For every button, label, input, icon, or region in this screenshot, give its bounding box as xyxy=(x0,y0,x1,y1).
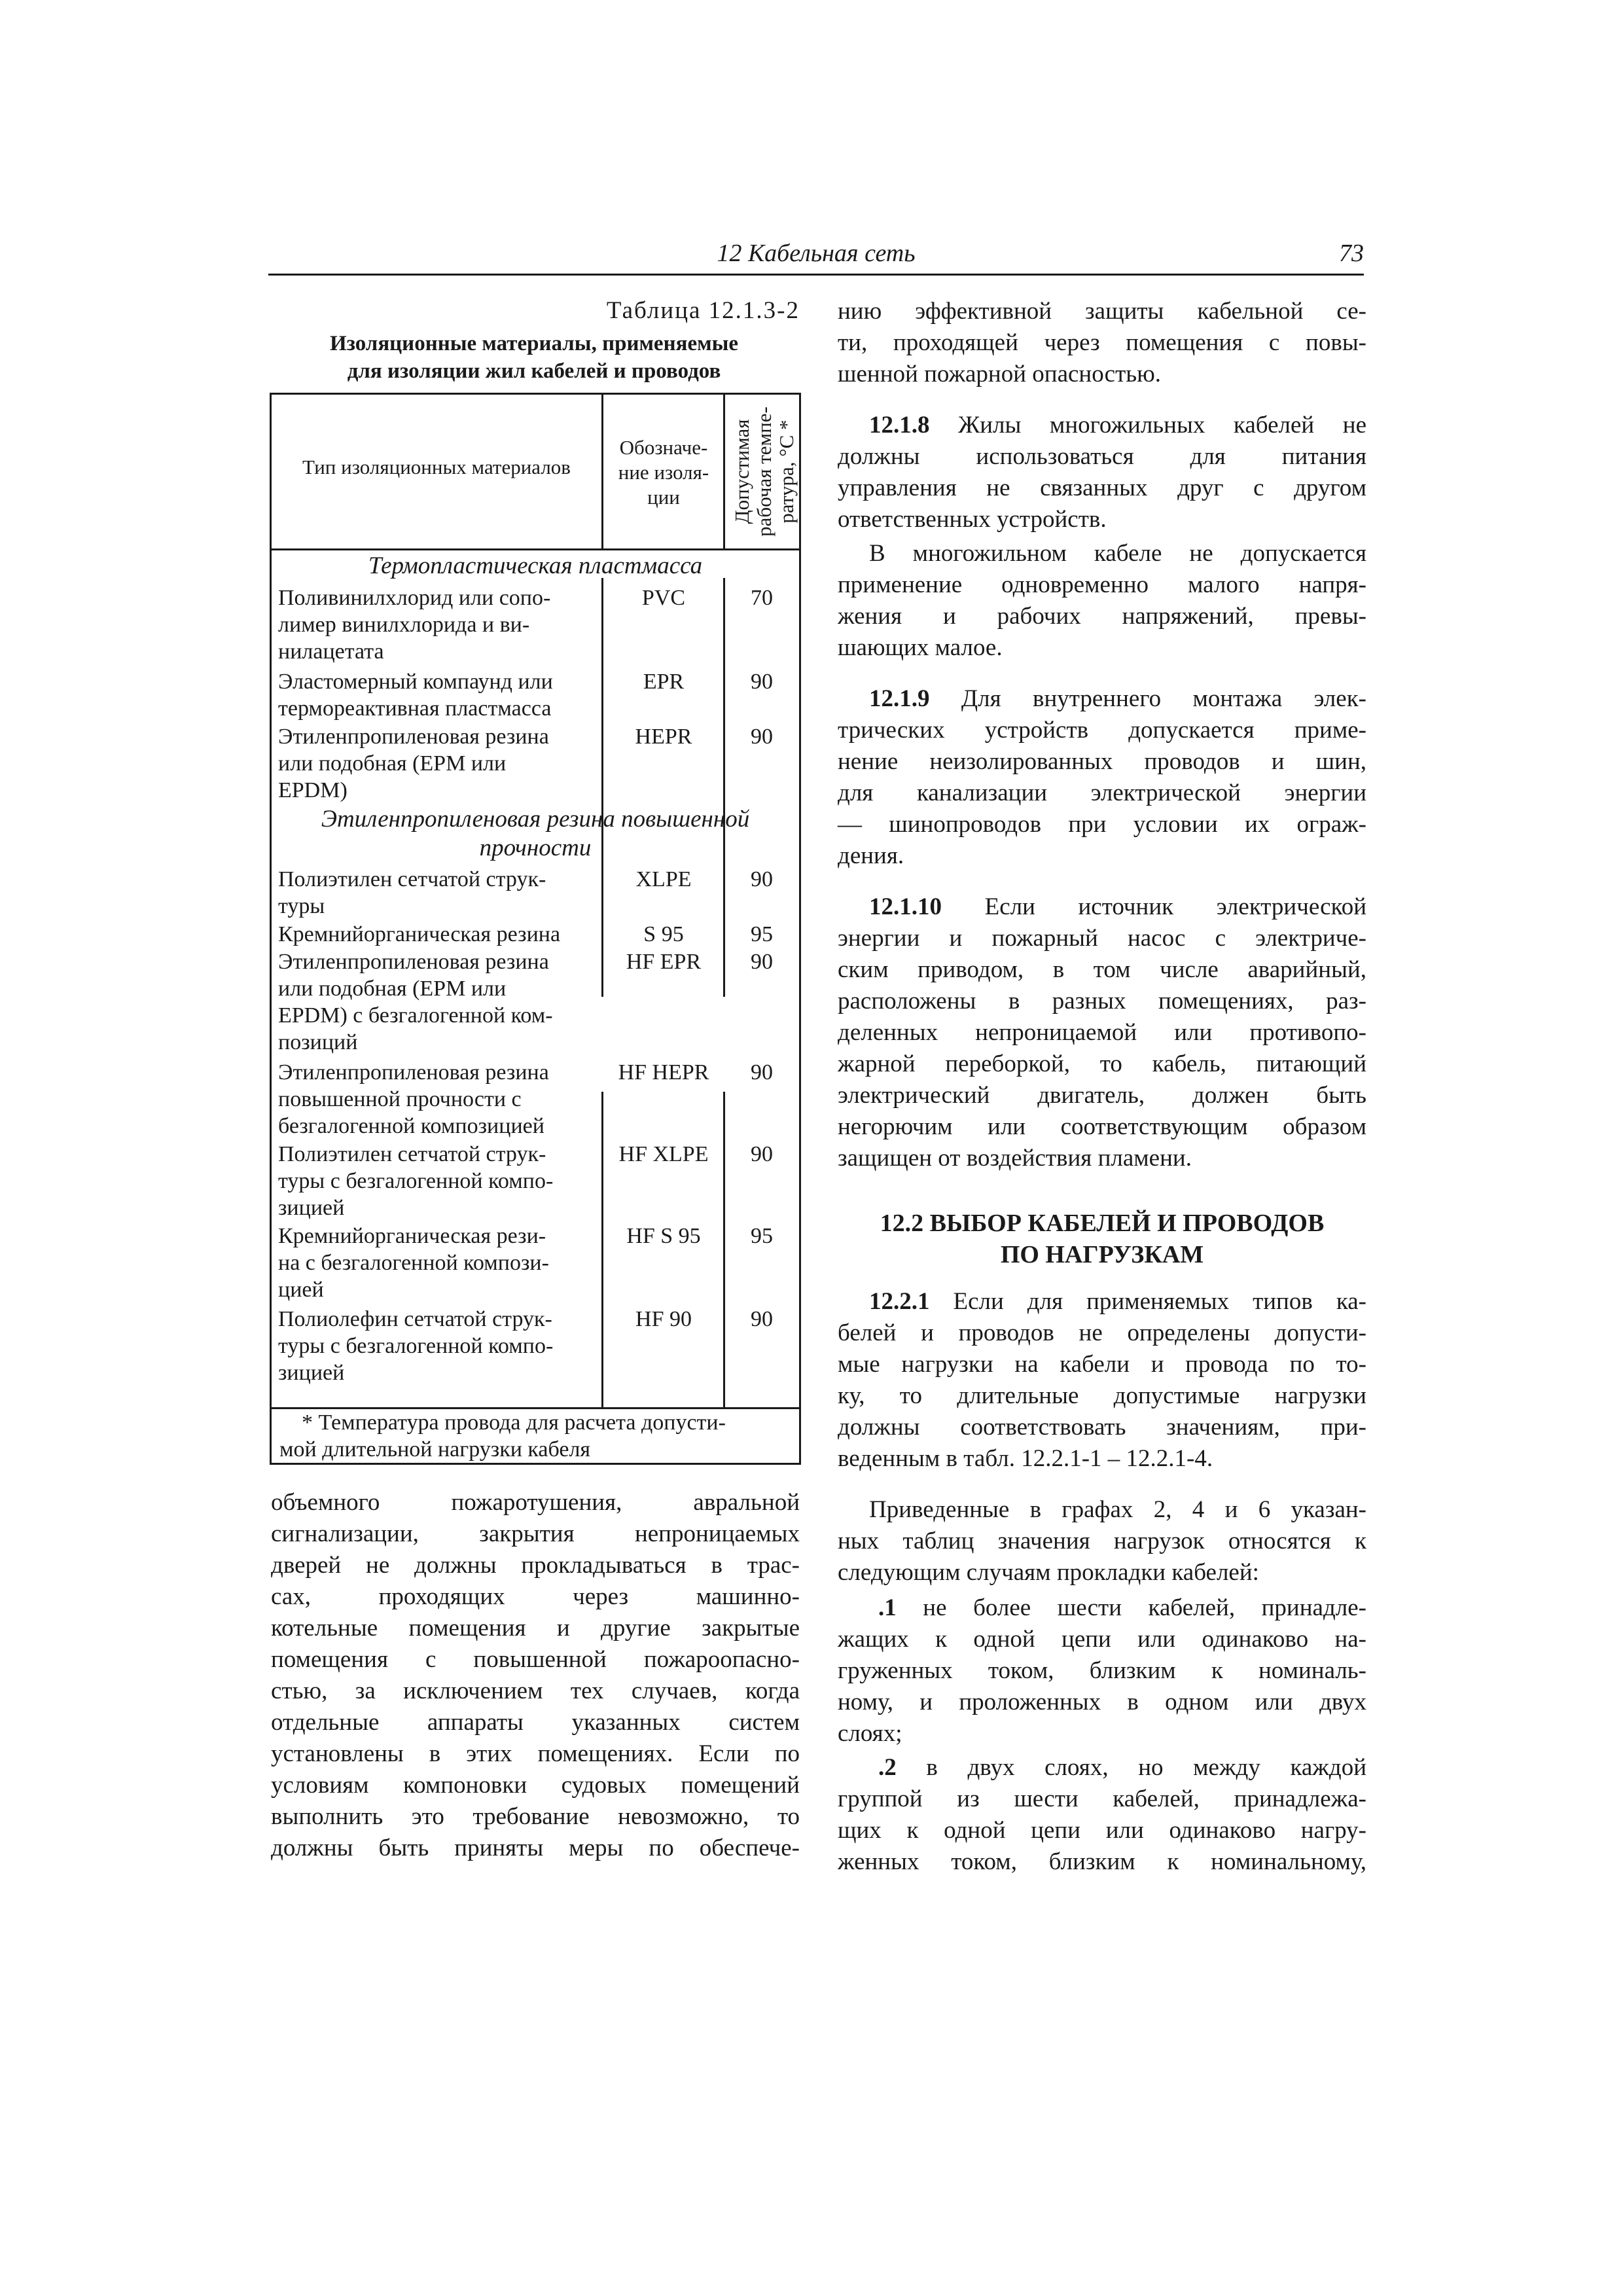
material-name-line: Этиленпропиленовая резина xyxy=(278,725,549,749)
material-code: HEPR xyxy=(635,725,692,749)
material-name-line: Кремнийорганическая рези- xyxy=(278,1224,546,1248)
material-name-line: EPDM) xyxy=(278,778,348,802)
material-name-line: или подобная (EPM или xyxy=(278,751,507,776)
text-fragment: Жилы многожильных кабелей не xyxy=(929,412,1366,439)
text-line: жения и рабочих напряжений, превы- xyxy=(838,603,1366,630)
material-name-line: Поливинилхлорид или сопо- xyxy=(278,586,551,610)
item-number: .1 xyxy=(878,1594,897,1621)
column-header-temp xyxy=(731,398,798,545)
material-temp: 90 xyxy=(751,1142,773,1166)
material-name-line: Кремнийорганическая резина xyxy=(278,922,561,946)
right-column-text xyxy=(838,296,1366,1174)
column-header-code-line: ние изоля- xyxy=(618,461,709,484)
column-header-temp-line: ратура, °C * xyxy=(775,420,798,524)
material-temp: 90 xyxy=(751,1060,773,1085)
list-item-1 xyxy=(838,1592,1366,1749)
text-line: женных током, близким к номинальному, xyxy=(838,1848,1366,1875)
material-temp: 95 xyxy=(751,922,773,946)
right-column-lower-text xyxy=(838,1286,1366,1878)
text-fragment: в двух слоях, но между каждой xyxy=(896,1754,1366,1781)
material-code: HF HEPR xyxy=(618,1060,709,1085)
section-title xyxy=(838,1208,1366,1270)
text-line: шающих малое. xyxy=(838,634,1003,661)
paragraph-12-1-8 xyxy=(838,410,1366,535)
text-line: мые нагрузки на кабели и провода по то- xyxy=(838,1351,1366,1378)
text-line: ответственных устройств. xyxy=(838,506,1107,533)
paragraph-12-2-1 xyxy=(838,1286,1366,1475)
text-line: условиям компоновки судовых помещений xyxy=(271,1772,800,1799)
text-line: должны соответствовать значениям, при- xyxy=(838,1414,1366,1441)
material-name-line: на с безгалогенной компози- xyxy=(278,1251,549,1275)
column-header-code xyxy=(604,435,723,510)
table-label: Таблица 12.1.3-2 xyxy=(606,297,800,324)
group-heading-line: Этиленпропиленовая резина повышенной xyxy=(321,806,750,833)
text-line: расположены в разных помещениях, раз- xyxy=(838,988,1366,1014)
column-header-type: Тип изоляционных материалов xyxy=(302,456,571,478)
text-line: стью, за исключением тех случаев, когда xyxy=(271,1677,800,1704)
text-line: помещения с повышенной пожароопасно- xyxy=(271,1646,800,1673)
material-name-line: повышенной прочности с xyxy=(278,1087,522,1111)
text-line: слоях; xyxy=(838,1720,902,1747)
text-line: трических устройств допускается приме- xyxy=(838,717,1366,744)
left-column-text xyxy=(271,1487,800,1864)
text-line: защищен от воздействия пламени. xyxy=(838,1145,1192,1172)
table-title xyxy=(268,330,800,385)
text-line: — шинопроводов при условии их ограж- xyxy=(838,811,1366,838)
column-divider xyxy=(723,395,725,548)
material-name-line: нилацетата xyxy=(278,639,384,664)
clause-number: 12.1.10 xyxy=(869,893,942,920)
material-temp: 90 xyxy=(751,725,773,749)
insulation-materials-table xyxy=(270,393,801,1465)
material-temp: 90 xyxy=(751,950,773,974)
paragraph xyxy=(838,296,1366,390)
material-temp: 70 xyxy=(751,586,773,610)
material-code: XLPE xyxy=(635,867,692,891)
footnote-line: * Температура провода для расчета допусти- xyxy=(302,1410,726,1435)
clause-number: 12.1.9 xyxy=(869,685,930,712)
text-line: жарной переборкой, то кабель, питающий xyxy=(838,1050,1366,1077)
material-name-line: туры xyxy=(278,894,325,918)
material-name-line: Этиленпропиленовая резина xyxy=(278,1060,549,1085)
text-line: сигнализации, закрытия непроницаемых xyxy=(271,1520,800,1547)
text-line: В многожильном кабеле не допускается xyxy=(869,540,1366,567)
clause-number: 12.1.8 xyxy=(869,412,930,439)
text-line xyxy=(838,683,1366,715)
header-row-divider xyxy=(272,548,799,550)
material-name-line: EPDM) с безгалогенной ком- xyxy=(278,1003,553,1028)
text-line: ку, то длительные допустимые нагрузки xyxy=(838,1382,1366,1409)
material-name-line: туры с безгалогенной компо- xyxy=(278,1334,554,1358)
text-line: шенной пожарной опасностью. xyxy=(838,361,1162,387)
group-heading xyxy=(272,805,799,863)
text-line: следующим случаям прокладки кабелей: xyxy=(838,1559,1259,1586)
material-name-line: Полиэтилен сетчатой струк- xyxy=(278,1142,546,1166)
text-line: объемного пожаротушения, авральной xyxy=(271,1489,800,1516)
text-line: сах, проходящих через машинно- xyxy=(271,1583,800,1610)
material-name-line: Эластомерный компаунд или xyxy=(278,670,553,694)
column-header-code-line: ции xyxy=(647,486,680,509)
text-line: ных таблиц значения нагрузок относятся к xyxy=(838,1528,1366,1554)
header-rule xyxy=(268,274,1364,276)
text-line: нию эффективной защиты кабельной се- xyxy=(838,298,1366,325)
clause-number: 12.2.1 xyxy=(869,1288,930,1315)
material-name-line: позиций xyxy=(278,1030,358,1054)
group-heading: Термопластическая пластмасса xyxy=(368,552,703,579)
column-header-temp-line: рабочая темпе- xyxy=(753,406,776,537)
material-code: HF S 95 xyxy=(626,1224,701,1248)
text-line: груженных током, близким к номиналь- xyxy=(838,1657,1366,1684)
text-line: группой из шести кабелей, принадлежа- xyxy=(838,1785,1366,1812)
item-number: .2 xyxy=(878,1754,897,1781)
section-title-line: ПО НАГРУЗКАМ xyxy=(1000,1241,1204,1268)
text-line xyxy=(838,1592,1366,1624)
text-line: отдельные аппараты указанных систем xyxy=(271,1709,800,1736)
text-line: щих к одной цепи или одинаково нагру- xyxy=(838,1817,1366,1844)
text-line xyxy=(838,1752,1366,1784)
material-temp: 90 xyxy=(751,867,773,891)
material-temp: 95 xyxy=(751,1224,773,1248)
text-line: ти, проходящей через помещения с повы- xyxy=(838,329,1366,356)
text-line xyxy=(838,1286,1366,1318)
text-line: ским приводом, в том числе аварийный, xyxy=(838,956,1366,983)
material-code: HF XLPE xyxy=(618,1142,709,1166)
text-line: применение одновременно малого напря- xyxy=(838,571,1366,598)
material-name-line: туры с безгалогенной компо- xyxy=(278,1169,554,1193)
paragraph xyxy=(838,538,1366,664)
text-line: котельные помещения и другие закрытые xyxy=(271,1615,800,1641)
text-fragment: Если для применяемых типов ка- xyxy=(929,1288,1366,1315)
material-name-line: зицией xyxy=(278,1196,345,1220)
material-code: HF EPR xyxy=(626,950,702,974)
text-line: нение неизолированных проводов и шин, xyxy=(838,748,1366,775)
column-divider xyxy=(601,395,603,548)
footnote-line: мой длительной нагрузки кабеля xyxy=(279,1437,591,1462)
text-line xyxy=(838,410,1366,441)
material-name-line: или подобная (EPM или xyxy=(278,977,507,1001)
page-number: 73 xyxy=(1339,240,1364,267)
text-line xyxy=(838,891,1366,923)
running-header-title: 12 Кабельная сеть xyxy=(717,240,916,267)
material-name-line: Этиленпропиленовая резина xyxy=(278,950,549,974)
text-line: деленных непроницаемой или противопо- xyxy=(838,1019,1366,1046)
material-code: S 95 xyxy=(643,922,684,946)
table-title-line: Изоляционные материалы, применяемые xyxy=(330,332,738,355)
text-line: белей и проводов не определены допусти- xyxy=(838,1319,1366,1346)
list-item-2 xyxy=(838,1752,1366,1878)
text-line: установлены в этих помещениях. Если по xyxy=(271,1740,800,1767)
text-line: должны использоваться для питания xyxy=(838,443,1366,470)
material-code: HF 90 xyxy=(635,1307,692,1331)
text-line: должны быть приняты меры по обеспече- xyxy=(271,1835,800,1861)
text-line: энергии и пожарный насос с электриче- xyxy=(838,925,1366,952)
paragraph xyxy=(838,1494,1366,1588)
material-name-line: Полиолефин сетчатой струк- xyxy=(278,1307,552,1331)
material-code: EPR xyxy=(643,670,685,694)
text-fragment: Если источник электрической xyxy=(942,893,1366,920)
text-line: дения. xyxy=(838,842,904,869)
text-line: для канализации электрической энергии xyxy=(838,780,1366,806)
material-name-line: термореактивная пластмасса xyxy=(278,696,552,721)
column-header-temp-line: Допустимая xyxy=(730,419,753,524)
table-caption xyxy=(268,296,800,385)
material-temp: 90 xyxy=(751,670,773,694)
material-temp: 90 xyxy=(751,1307,773,1331)
paragraph-12-1-9 xyxy=(838,683,1366,872)
text-line: электрический двигатель, должен быть xyxy=(838,1082,1366,1109)
text-line: выполнить это требование невозможно, то xyxy=(271,1803,800,1830)
group-heading-line: прочности xyxy=(479,834,592,861)
text-line: негорючим или соответствующим образом xyxy=(838,1113,1366,1140)
text-line: Приведенные в графах 2, 4 и 6 указан- xyxy=(869,1496,1366,1523)
material-name-line: зицией xyxy=(278,1361,345,1385)
column-header-code-line: Обозначе- xyxy=(619,436,708,459)
material-code: PVC xyxy=(641,586,686,610)
table-footnote xyxy=(279,1409,794,1463)
text-line: ному, и проложенных в одном или двух xyxy=(838,1689,1366,1715)
text-line: веденным в табл. 12.2.1-1 – 12.2.1-4. xyxy=(838,1445,1213,1472)
material-name-line: цией xyxy=(278,1278,324,1302)
material-name-line: безгалогенной композицией xyxy=(278,1114,544,1138)
table-title-line: для изоляции жил кабелей и проводов xyxy=(347,359,721,383)
material-name-line: Полиэтилен сетчатой струк- xyxy=(278,867,546,891)
text-line: дверей не должны прокладываться в трас- xyxy=(271,1552,800,1579)
section-title-line: 12.2 ВЫБОР КАБЕЛЕЙ И ПРОВОДОВ xyxy=(880,1210,1325,1237)
text-fragment: Для внутреннего монтажа элек- xyxy=(929,685,1366,712)
paragraph-12-1-10 xyxy=(838,891,1366,1174)
material-name-line: лимер винилхлорида и ви- xyxy=(278,613,530,637)
text-line: жащих к одной цепи или одинаково на- xyxy=(838,1626,1366,1653)
text-fragment: не более шести кабелей, принадле- xyxy=(896,1594,1366,1621)
text-line: управления не связанных друг с другом xyxy=(838,475,1366,501)
